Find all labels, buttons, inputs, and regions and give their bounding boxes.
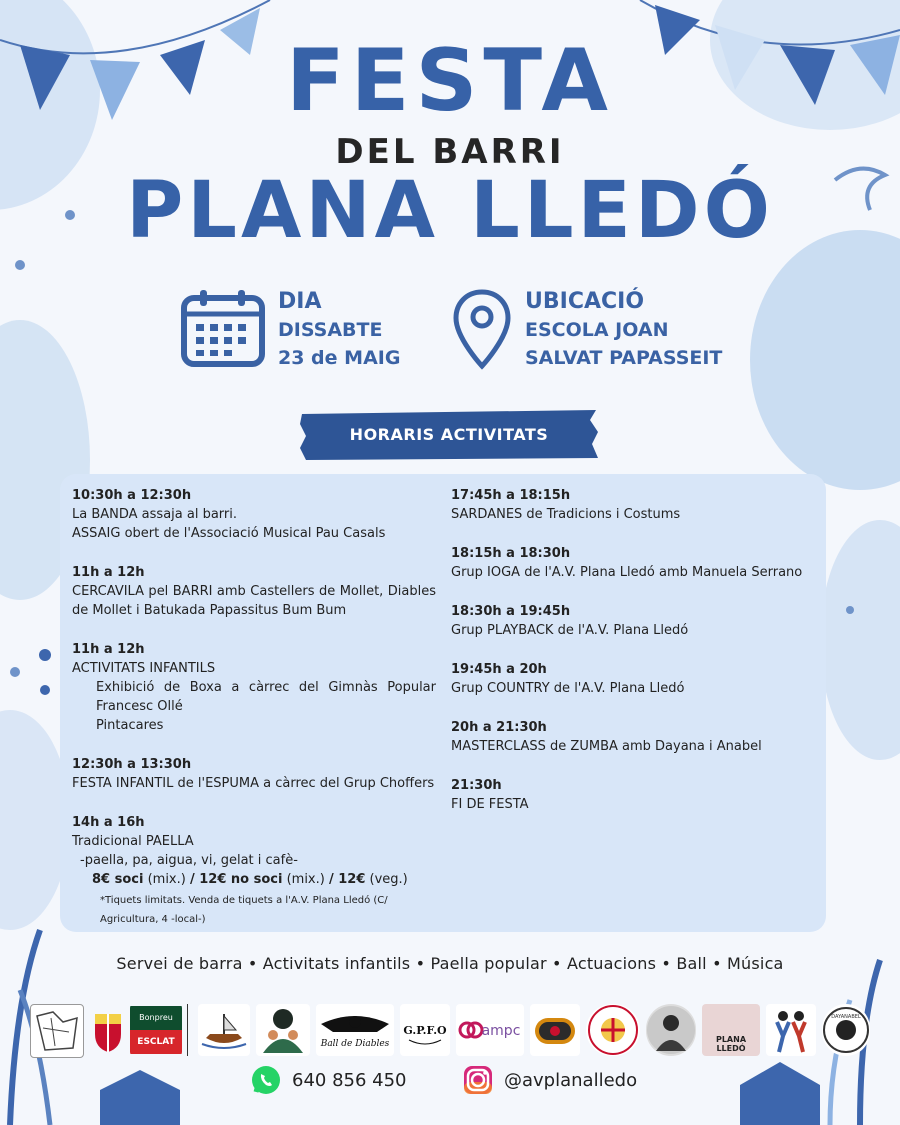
schedule-entry: [451, 486, 815, 524]
section-banner: [300, 410, 598, 460]
schedule-entry: [451, 602, 815, 640]
phone-number: 640 856 450: [292, 1069, 407, 1091]
title-festa: FESTA: [286, 31, 614, 131]
sponsor-logo-ampc: [456, 1004, 524, 1056]
sponsor-logo-shield: [92, 1004, 124, 1056]
activity-item: Pintacares: [96, 718, 164, 733]
svg-text:ampc: ampc: [481, 1023, 521, 1039]
entry-time: 12:30h a 13:30h: [72, 757, 192, 772]
schedule-entry: [72, 486, 436, 543]
sponsor-logo-person: [646, 1004, 696, 1056]
schedule-column-right: [451, 486, 815, 834]
entry-time: 11h a 12h: [72, 565, 145, 580]
paella-prices: [72, 870, 436, 889]
entry-text: ASSAIG obert de l'Associació Musical Pau Casals: [72, 526, 386, 541]
calendar-icon: [180, 288, 266, 368]
price-member-note: (mix.): [143, 872, 190, 887]
schedule-entry: [72, 640, 436, 735]
plana-lledo-logo-text: PLANA LLEDÓ: [715, 1035, 747, 1053]
logo-divider: [187, 1004, 188, 1056]
entry-time: 19:45h a 20h: [451, 662, 547, 677]
schedule-column-left: [72, 486, 436, 929]
sponsor-logos: [30, 1004, 870, 1058]
sponsor-logo-ball-de-diables: [316, 1004, 394, 1056]
price-non-member-note: (mix.): [282, 872, 329, 887]
date-day: DISSABTE: [278, 319, 383, 341]
sponsor-logo-tradicions: [586, 1004, 640, 1056]
entry-time: 17:45h a 18:15h: [451, 488, 571, 503]
schedule-entry: [451, 544, 815, 582]
schedule-entry: [72, 755, 436, 793]
price-member: 8€ soci: [92, 872, 144, 887]
sponsor-logo-country: [766, 1004, 816, 1056]
entry-time: 18:30h a 19:45h: [451, 604, 571, 619]
sponsor-logo-map: [30, 1004, 84, 1058]
location-pin-icon: [452, 288, 512, 370]
date-block: [278, 288, 400, 372]
price-non-member: / 12€ no soci: [189, 872, 283, 887]
entry-text: FI DE FESTA: [451, 797, 529, 812]
schedule-panel: [60, 474, 826, 932]
section-title: HORARIS ACTIVITATS: [349, 425, 549, 444]
title-del-barri: DEL BARRI: [335, 132, 565, 172]
paella-includes: -paella, pa, aigua, vi, gelat i cafè-: [80, 853, 298, 868]
entry-text: FESTA INFANTIL de l'ESPUMA a càrrec del Grup Choffers: [72, 776, 435, 791]
schedule-entry: [451, 660, 815, 698]
location-block: [525, 288, 722, 372]
sponsor-logo-dayanabel: [822, 1004, 870, 1056]
entry-text: Grup PLAYBACK de l'A.V. Plana Lledó: [451, 623, 689, 638]
sponsor-logo-plana-lledo: [702, 1004, 760, 1056]
entry-text: Tradicional PAELLA: [72, 834, 194, 849]
price-veg: / 12€: [328, 872, 366, 887]
location-line-2: SALVAT PAPASSEIT: [525, 347, 723, 369]
svg-text:DAYANABEL: DAYANABEL: [831, 1014, 861, 1020]
sponsor-logo-music: [530, 1004, 580, 1056]
activity-item: Exhibició de Boxa a càrrec del Gimnàs Popular Francesc Ollé: [96, 680, 436, 714]
price-veg-note: (veg.): [365, 872, 408, 887]
contact-phone: [250, 1064, 407, 1096]
schedule-entry: [72, 813, 436, 929]
whatsapp-icon: [250, 1064, 282, 1096]
sponsor-logo-bonpreu: [130, 1004, 182, 1056]
sponsor-logo-dancers: [256, 1004, 310, 1056]
entry-text: La BANDA assaja al barri.: [72, 507, 238, 522]
entry-time: 11h a 12h: [72, 642, 145, 657]
entry-time: 21:30h: [451, 778, 502, 793]
instagram-icon: [462, 1064, 494, 1096]
entry-text: MASTERCLASS de ZUMBA amb Dayana i Anabel: [451, 739, 762, 754]
instagram-handle: @avplanalledo: [504, 1069, 638, 1091]
schedule-entry: [451, 718, 815, 756]
sponsor-logo-boat: [198, 1004, 250, 1056]
schedule-entry: [451, 776, 815, 814]
bonpreu-label: Bonpreu: [130, 1006, 182, 1030]
date-value: 23 de MAIG: [278, 347, 401, 369]
activity-list: [72, 678, 436, 735]
entry-time: 14h a 16h: [72, 815, 145, 830]
svg-text:Ball de Diables: Ball de Diables: [320, 1039, 390, 1049]
entry-text: SARDANES de Tradicions i Costums: [451, 507, 681, 522]
services-line: Servei de barra • Activitats infantils • Paella popular • Actuacions • Ball • Música: [116, 954, 784, 973]
entry-text: Grup COUNTRY de l'A.V. Plana Lledó: [451, 681, 685, 696]
esclat-label: ESCLAT: [130, 1030, 182, 1054]
location-heading: UBICACIÓ: [525, 289, 645, 314]
sponsor-logo-gpfo: [400, 1004, 450, 1056]
schedule-entry: [72, 563, 436, 620]
entry-text: Grup IOGA de l'A.V. Plana Lledó amb Manuela Serrano: [451, 565, 803, 580]
svg-text:G.P.F.O: G.P.F.O: [403, 1024, 447, 1037]
entry-time: 18:15h a 18:30h: [451, 546, 571, 561]
contact-instagram: [462, 1064, 637, 1096]
ticket-note: *Tiquets limitats. Venda de tiquets a l'A.V. Plana Lledó (C/ Agricultura, 4 -local-): [100, 895, 388, 925]
entry-time: 20h a 21:30h: [451, 720, 547, 735]
entry-time: 10:30h a 12:30h: [72, 488, 192, 503]
entry-text: CERCAVILA pel BARRI amb Castellers de Mollet, Diables de Mollet i Batukada Papassitus Bum Bum: [72, 584, 436, 618]
date-heading: DIA: [278, 289, 322, 314]
location-line-1: ESCOLA JOAN: [525, 319, 669, 341]
title-plana-lledo: PLANA LLEDÓ: [126, 166, 774, 256]
entry-text: ACTIVITATS INFANTILS: [72, 661, 216, 676]
